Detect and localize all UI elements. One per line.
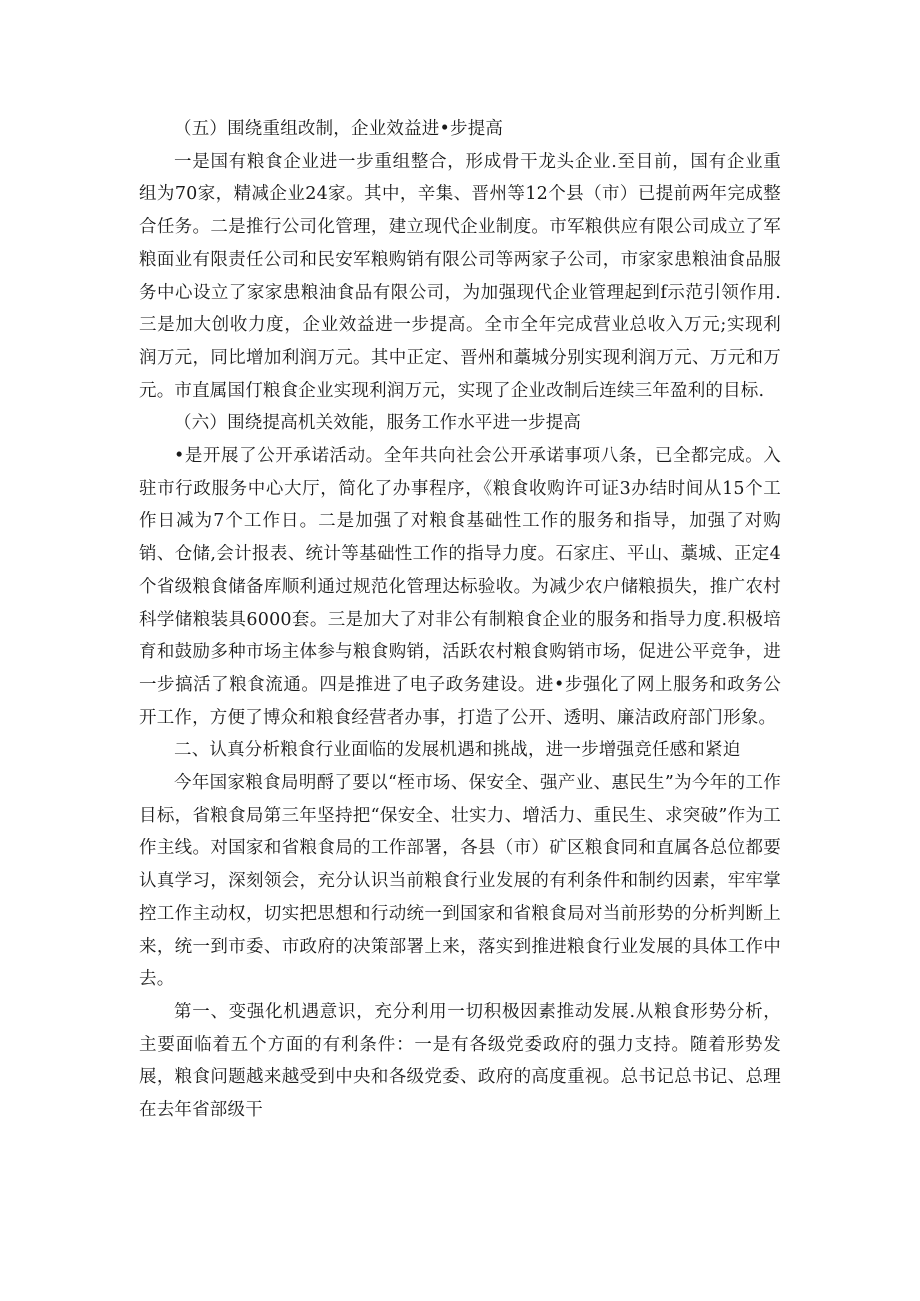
body-paragraph-opportunity-awareness: 第一、变强化机遇意识，充分利用一切积极因素推动发展.从粮食形势分析，主要面临着五个方面的有利条件：一是有各级党委政府的强力支持。随着形势发展，粮食问题越来越受到中央和各级党委、政府的高度重视。总书记总书记、总理在去年省部级干 — [139, 1001, 781, 1121]
body-paragraph-work-goals: 今年国家粮食局明酹了要以“桎市场、保安全、强产业、惠民生”为今年的工作目标，省粮食局第三年坚持把“保安全、壮实力、增活力、重民生、求突破”作为工作主线。对国家和省粮食局的工作部署，各县（市）矿区粮食同和直属各总位都要认真学习，深刻领会，充分认识当前粮食行业发展的有利条件和制约因素，牢牢掌控工作主动权，切实把思想和行动统一到国家和省粮食局对当前形势的分析判断上来，统一到市委、市政府的决策部署上来，落实到推进粮食行业发展的具体工作中去。 — [139, 773, 781, 990]
section-heading-5: （五）围绕重组改制，企业效益进•步提高 — [174, 119, 504, 139]
document-body — [139, 113, 781, 1127]
section-heading-2: 二、认真分析粮食行业面临的发展机遇和挑战，进一步增强竞任感和紧迫 — [174, 740, 741, 761]
section-heading-6: （六）围绕提高机关效能，服务工作水平进一步提高 — [174, 413, 582, 434]
body-paragraph-enterprise-restructuring: 一是国有粮食企业进一步重组整合，形成骨干龙头企业.至目前，国有企业重组为70家，精减企业24家。其中，辛集、晋州等12个县（市）已提前两年完成整合任务。二是推行公司化管理，建立现代企业制度。市军粮供应有限公司成立了军粮面业有限责任公司和民安军粮购销有限公司等两家子公司，市家家患粮油食品服务中心设立了家家患粮油食品有限公司，为加强现代企业管理起到f示范引领作用.三是加大创收力度，企业效益进一步提高。全市全年完成营业总收入万元;实现利润万元，同比增加利润万元。其中正定、晋州和藁城分别实现利润万元、万元和万元。市直属国仃粮食企业实现利润万元，实现了企业改制后连续三年盈利的目标. — [139, 151, 781, 401]
body-paragraph-service-efficiency: •是开展了公开承诺活动。全年共向社会公开承诺事项八条，已全都完成。入驻市行政服务中心大厅，简化了办事程序，《粮食收购许可证3办结时间从15个工作日减为7个工作日。二是加强了对粮食基础性工作的服务和指导，加强了对购销、仓储,会计报表、统计等基础性工作的指导力度。石家庄、平山、藁城、正定4个省级粮食储备库顺利通过规范化管理达标验收。为减少农户储粮损失，推广农村科学储粮装具6000套。三是加大了对非公有制粮食企业的服务和指导力度.积极培育和鼓励多种市场主体参与粮食购销，活跃农村粮食购销市场，促进公平竞争，进一步搞活了粮食流通。四是推进了电子政务建设。进•步强化了网上服务和政务公开工作，方便了博众和粮食经营者办事，打造了公开、透明、廉洁政府部门形象。 — [139, 446, 781, 728]
